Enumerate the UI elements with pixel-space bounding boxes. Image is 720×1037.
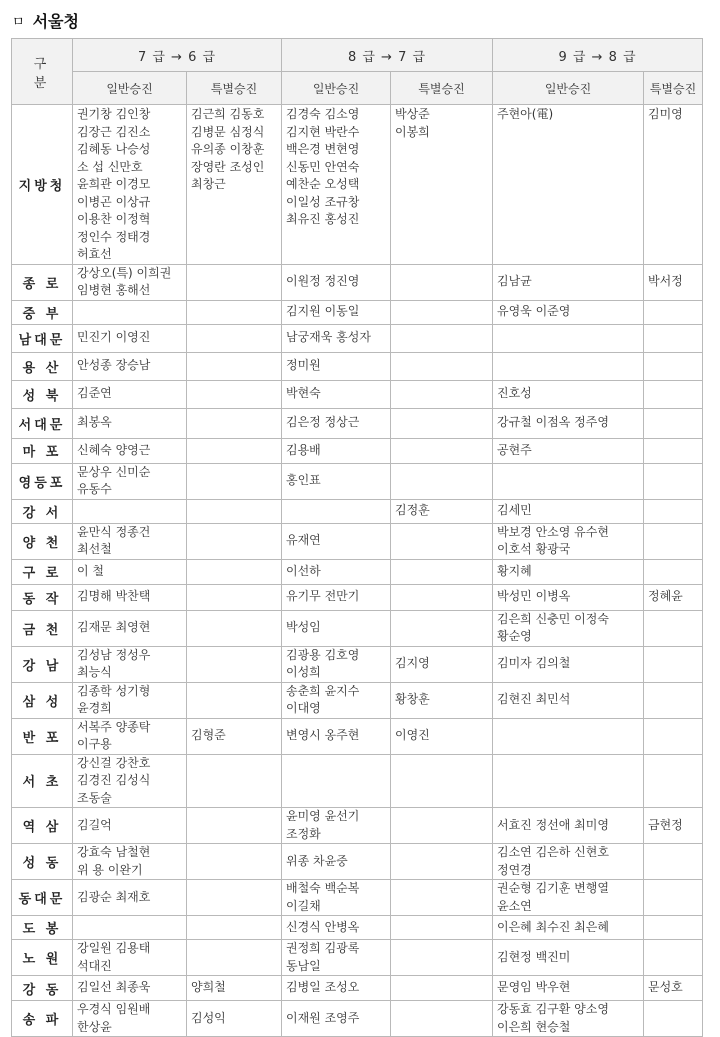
office-name: 삼 성 bbox=[12, 682, 73, 718]
cell-g7-special: 양희철 bbox=[187, 976, 282, 1001]
table-row bbox=[12, 976, 703, 1001]
cell-g9-special bbox=[644, 646, 703, 682]
cell-g7-general: 김종학 성기형 윤경희 bbox=[73, 682, 187, 718]
cell-g9-general: 김세민 bbox=[493, 499, 644, 523]
table-row bbox=[12, 610, 703, 646]
cell-g9-special bbox=[644, 324, 703, 352]
cell-g9-general: 서효진 정선애 최미영 bbox=[493, 808, 644, 844]
cell-g9-general: 박보경 안소영 유수현 이호석 황광국 bbox=[493, 523, 644, 559]
cell-g9-special bbox=[644, 408, 703, 438]
cell-g7-special bbox=[187, 646, 282, 682]
cell-g8-special: 김지영 bbox=[391, 646, 493, 682]
table-row bbox=[12, 523, 703, 559]
cell-g8-general: 윤미영 윤선기 조정화 bbox=[282, 808, 391, 844]
cell-g7-general bbox=[73, 300, 187, 324]
sub-header-general: 일반승진 bbox=[493, 72, 644, 105]
table-row bbox=[12, 844, 703, 880]
cell-g7-special bbox=[187, 523, 282, 559]
cell-g9-special bbox=[644, 300, 703, 324]
cell-g8-general: 변영시 옹주현 bbox=[282, 718, 391, 754]
cell-g9-general: 강동효 김구환 양소영 이은희 현승철 bbox=[493, 1001, 644, 1037]
cell-g8-special bbox=[391, 584, 493, 610]
cell-g7-general: 김길억 bbox=[73, 808, 187, 844]
office-name: 성 동 bbox=[12, 844, 73, 880]
cell-g8-special bbox=[391, 352, 493, 380]
office-name: 서 초 bbox=[12, 754, 73, 808]
cell-g9-general: 김소연 김은하 신현호 정연경 bbox=[493, 844, 644, 880]
cell-g7-general: 강신걸 강찬호 김경진 김성식 조동술 bbox=[73, 754, 187, 808]
table-row bbox=[12, 584, 703, 610]
cell-g7-special bbox=[187, 300, 282, 324]
cell-g7-general: 김광순 최재호 bbox=[73, 880, 187, 916]
sub-header-general: 일반승진 bbox=[282, 72, 391, 105]
cell-g8-special bbox=[391, 300, 493, 324]
office-name: 서대문 bbox=[12, 408, 73, 438]
cell-g8-special bbox=[391, 754, 493, 808]
cell-g7-general: 문상우 신미순 유동수 bbox=[73, 463, 187, 499]
office-name: 성 북 bbox=[12, 380, 73, 408]
cell-g8-special bbox=[391, 808, 493, 844]
office-name: 동 작 bbox=[12, 584, 73, 610]
cell-g8-general: 박성임 bbox=[282, 610, 391, 646]
cell-g8-special bbox=[391, 264, 493, 300]
table-row bbox=[12, 300, 703, 324]
office-name: 역 삼 bbox=[12, 808, 73, 844]
table-row bbox=[12, 682, 703, 718]
cell-g8-general: 정미원 bbox=[282, 352, 391, 380]
group-header-9-to-8: 9 급 → 8 급 bbox=[493, 39, 703, 72]
cell-g8-general: 김지원 이동일 bbox=[282, 300, 391, 324]
cell-g7-special bbox=[187, 916, 282, 940]
cell-g9-special bbox=[644, 352, 703, 380]
table-row bbox=[12, 463, 703, 499]
cell-g9-special bbox=[644, 463, 703, 499]
cell-g9-general bbox=[493, 718, 644, 754]
cell-g7-general bbox=[73, 499, 187, 523]
sub-header-special: 특별승진 bbox=[391, 72, 493, 105]
cell-g9-general bbox=[493, 324, 644, 352]
cell-g8-general: 유기무 전만기 bbox=[282, 584, 391, 610]
cell-g8-special bbox=[391, 324, 493, 352]
cell-g7-general: 강일원 김용태 석대진 bbox=[73, 940, 187, 976]
cell-g9-special bbox=[644, 610, 703, 646]
table-row bbox=[12, 499, 703, 523]
cell-g8-general: 이재원 조영주 bbox=[282, 1001, 391, 1037]
cell-g7-special bbox=[187, 264, 282, 300]
cell-g7-general: 김명해 박찬택 bbox=[73, 584, 187, 610]
cell-g8-special bbox=[391, 523, 493, 559]
cell-g8-general bbox=[282, 754, 391, 808]
sub-header-special: 특별승진 bbox=[187, 72, 282, 105]
cell-g9-general: 강규철 이점옥 정주영 bbox=[493, 408, 644, 438]
cell-g9-special: 정혜윤 bbox=[644, 584, 703, 610]
cell-g8-general: 홍인표 bbox=[282, 463, 391, 499]
cell-g8-special bbox=[391, 1001, 493, 1037]
cell-g8-general: 김용배 bbox=[282, 438, 391, 463]
cell-g7-general: 우경식 임원배 한상윤 bbox=[73, 1001, 187, 1037]
square-bullet-icon: ㅁ bbox=[12, 14, 25, 30]
corner-header: 구 분 bbox=[12, 39, 73, 105]
cell-g8-general bbox=[282, 499, 391, 523]
cell-g9-special bbox=[644, 940, 703, 976]
cell-g9-general: 주현아(電) bbox=[493, 105, 644, 265]
cell-g8-general: 위종 차윤중 bbox=[282, 844, 391, 880]
cell-g7-special bbox=[187, 324, 282, 352]
cell-g8-special bbox=[391, 976, 493, 1001]
cell-g8-general: 박현숙 bbox=[282, 380, 391, 408]
sub-header-general: 일반승진 bbox=[73, 72, 187, 105]
cell-g9-general: 김현정 백진미 bbox=[493, 940, 644, 976]
office-name: 남대문 bbox=[12, 324, 73, 352]
promotion-table bbox=[11, 38, 703, 1037]
cell-g7-special: 김근희 김동호 김병문 심정식 유의종 이창훈 장영란 조성인 최창근 bbox=[187, 105, 282, 265]
cell-g7-general: 김재문 최영현 bbox=[73, 610, 187, 646]
cell-g8-general: 송춘희 윤지수 이대영 bbox=[282, 682, 391, 718]
table-row bbox=[12, 559, 703, 584]
cell-g8-special bbox=[391, 880, 493, 916]
cell-g7-general: 김성남 정성우 최능식 bbox=[73, 646, 187, 682]
cell-g9-general: 유영욱 이준영 bbox=[493, 300, 644, 324]
cell-g9-special: 박서정 bbox=[644, 264, 703, 300]
cell-g7-special bbox=[187, 380, 282, 408]
table-row bbox=[12, 324, 703, 352]
cell-g9-general: 김남균 bbox=[493, 264, 644, 300]
office-name: 지방청 bbox=[12, 105, 73, 265]
cell-g8-special: 이영진 bbox=[391, 718, 493, 754]
group-header-8-to-7: 8 급 → 7 급 bbox=[282, 39, 493, 72]
cell-g9-general: 권순형 김기훈 변행열 윤소연 bbox=[493, 880, 644, 916]
table-row bbox=[12, 808, 703, 844]
cell-g7-special: 김성익 bbox=[187, 1001, 282, 1037]
cell-g8-special: 김정훈 bbox=[391, 499, 493, 523]
table-row bbox=[12, 408, 703, 438]
office-name: 중 부 bbox=[12, 300, 73, 324]
cell-g7-special bbox=[187, 438, 282, 463]
cell-g7-special bbox=[187, 682, 282, 718]
cell-g9-special bbox=[644, 880, 703, 916]
table-row bbox=[12, 754, 703, 808]
table-row bbox=[12, 1001, 703, 1037]
cell-g7-general: 이 철 bbox=[73, 559, 187, 584]
cell-g8-special bbox=[391, 380, 493, 408]
office-name: 영등포 bbox=[12, 463, 73, 499]
cell-g7-general: 윤만식 정종건 최선철 bbox=[73, 523, 187, 559]
cell-g7-general: 권기창 김인창 김장근 김진소 김혜동 나승성 소 섭 신만호 윤희관 이경모 이병곤 이상규 이용찬 이정혁 정인수 정태경 허효선 bbox=[73, 105, 187, 265]
office-name: 용 산 bbox=[12, 352, 73, 380]
cell-g7-special bbox=[187, 940, 282, 976]
cell-g9-general: 박성민 이병옥 bbox=[493, 584, 644, 610]
cell-g8-general: 김경숙 김소영 김지현 박란수 백은경 변현영 신동민 안연숙 예찬순 오성택 이일성 조규창 최유진 홍성진 bbox=[282, 105, 391, 265]
cell-g9-special bbox=[644, 754, 703, 808]
table-row bbox=[12, 264, 703, 300]
cell-g7-special bbox=[187, 808, 282, 844]
table-row bbox=[12, 105, 703, 265]
office-name: 강 동 bbox=[12, 976, 73, 1001]
cell-g9-special bbox=[644, 844, 703, 880]
cell-g7-special bbox=[187, 880, 282, 916]
cell-g8-special bbox=[391, 408, 493, 438]
cell-g9-special bbox=[644, 1001, 703, 1037]
cell-g9-special bbox=[644, 916, 703, 940]
section-title-text: 서울청 bbox=[32, 11, 79, 31]
cell-g9-special bbox=[644, 523, 703, 559]
cell-g7-general: 서복주 양종탁 이구용 bbox=[73, 718, 187, 754]
cell-g8-special bbox=[391, 438, 493, 463]
cell-g9-general: 김은희 신충민 이정숙 황순영 bbox=[493, 610, 644, 646]
cell-g7-general: 김일선 최종욱 bbox=[73, 976, 187, 1001]
cell-g9-special bbox=[644, 380, 703, 408]
cell-g9-special: 문성호 bbox=[644, 976, 703, 1001]
cell-g7-special bbox=[187, 559, 282, 584]
cell-g8-general: 신경식 안병옥 bbox=[282, 916, 391, 940]
cell-g9-general: 이은혜 최수진 최은혜 bbox=[493, 916, 644, 940]
cell-g9-general bbox=[493, 754, 644, 808]
office-name: 반 포 bbox=[12, 718, 73, 754]
cell-g7-general: 안성종 장승남 bbox=[73, 352, 187, 380]
cell-g7-special bbox=[187, 610, 282, 646]
office-name: 종 로 bbox=[12, 264, 73, 300]
cell-g7-special bbox=[187, 352, 282, 380]
cell-g7-special bbox=[187, 584, 282, 610]
cell-g7-general: 민진기 이영진 bbox=[73, 324, 187, 352]
cell-g8-general: 김은정 정상근 bbox=[282, 408, 391, 438]
cell-g7-general: 최봉옥 bbox=[73, 408, 187, 438]
cell-g8-special bbox=[391, 463, 493, 499]
table-row bbox=[12, 352, 703, 380]
cell-g9-general: 황지혜 bbox=[493, 559, 644, 584]
cell-g7-general bbox=[73, 916, 187, 940]
cell-g7-general: 신혜숙 양영근 bbox=[73, 438, 187, 463]
office-name: 강 남 bbox=[12, 646, 73, 682]
cell-g9-general: 김현진 최민석 bbox=[493, 682, 644, 718]
office-name: 마 포 bbox=[12, 438, 73, 463]
cell-g9-general: 문영임 박우현 bbox=[493, 976, 644, 1001]
table-row bbox=[12, 940, 703, 976]
cell-g9-general: 진호성 bbox=[493, 380, 644, 408]
cell-g7-special: 김형준 bbox=[187, 718, 282, 754]
cell-g9-special bbox=[644, 682, 703, 718]
cell-g8-general: 유재연 bbox=[282, 523, 391, 559]
cell-g9-general bbox=[493, 463, 644, 499]
office-name: 도 봉 bbox=[12, 916, 73, 940]
cell-g7-general: 강효숙 남철현 위 용 이완기 bbox=[73, 844, 187, 880]
cell-g9-special bbox=[644, 559, 703, 584]
cell-g7-special bbox=[187, 754, 282, 808]
office-name: 양 천 bbox=[12, 523, 73, 559]
cell-g8-special bbox=[391, 844, 493, 880]
table-row bbox=[12, 380, 703, 408]
cell-g8-special: 박상준 이봉희 bbox=[391, 105, 493, 265]
cell-g8-general: 이원정 정진영 bbox=[282, 264, 391, 300]
cell-g7-general: 김준연 bbox=[73, 380, 187, 408]
office-name: 금 천 bbox=[12, 610, 73, 646]
table-row bbox=[12, 718, 703, 754]
cell-g9-general bbox=[493, 352, 644, 380]
cell-g8-general: 배철숙 백순복 이길채 bbox=[282, 880, 391, 916]
section-title bbox=[12, 8, 79, 32]
office-name: 강 서 bbox=[12, 499, 73, 523]
cell-g8-general: 이선하 bbox=[282, 559, 391, 584]
cell-g8-general: 남궁재욱 홍성자 bbox=[282, 324, 391, 352]
table-row bbox=[12, 438, 703, 463]
cell-g8-general: 김광용 김호영 이성희 bbox=[282, 646, 391, 682]
table-row bbox=[12, 880, 703, 916]
table-row bbox=[12, 646, 703, 682]
cell-g9-special bbox=[644, 499, 703, 523]
office-name: 송 파 bbox=[12, 1001, 73, 1037]
table-row bbox=[12, 916, 703, 940]
cell-g9-special bbox=[644, 438, 703, 463]
cell-g9-special: 금현정 bbox=[644, 808, 703, 844]
cell-g7-general: 강상오(특) 이희권 임병현 홍해선 bbox=[73, 264, 187, 300]
cell-g7-special bbox=[187, 463, 282, 499]
cell-g9-special bbox=[644, 718, 703, 754]
sub-header-special: 특별승진 bbox=[644, 72, 703, 105]
cell-g8-special bbox=[391, 940, 493, 976]
cell-g8-general: 권정희 김광록 동남일 bbox=[282, 940, 391, 976]
office-name: 구 로 bbox=[12, 559, 73, 584]
cell-g7-special bbox=[187, 499, 282, 523]
cell-g9-general: 김미자 김의철 bbox=[493, 646, 644, 682]
cell-g9-general: 공현주 bbox=[493, 438, 644, 463]
cell-g7-special bbox=[187, 408, 282, 438]
cell-g7-special bbox=[187, 844, 282, 880]
group-header-7-to-6: 7 급 → 6 급 bbox=[73, 39, 282, 72]
office-name: 노 원 bbox=[12, 940, 73, 976]
cell-g8-special bbox=[391, 559, 493, 584]
cell-g8-special: 황창훈 bbox=[391, 682, 493, 718]
office-name: 동대문 bbox=[12, 880, 73, 916]
cell-g9-special: 김미영 bbox=[644, 105, 703, 265]
cell-g8-special bbox=[391, 916, 493, 940]
cell-g8-general: 김병일 조성오 bbox=[282, 976, 391, 1001]
cell-g8-special bbox=[391, 610, 493, 646]
